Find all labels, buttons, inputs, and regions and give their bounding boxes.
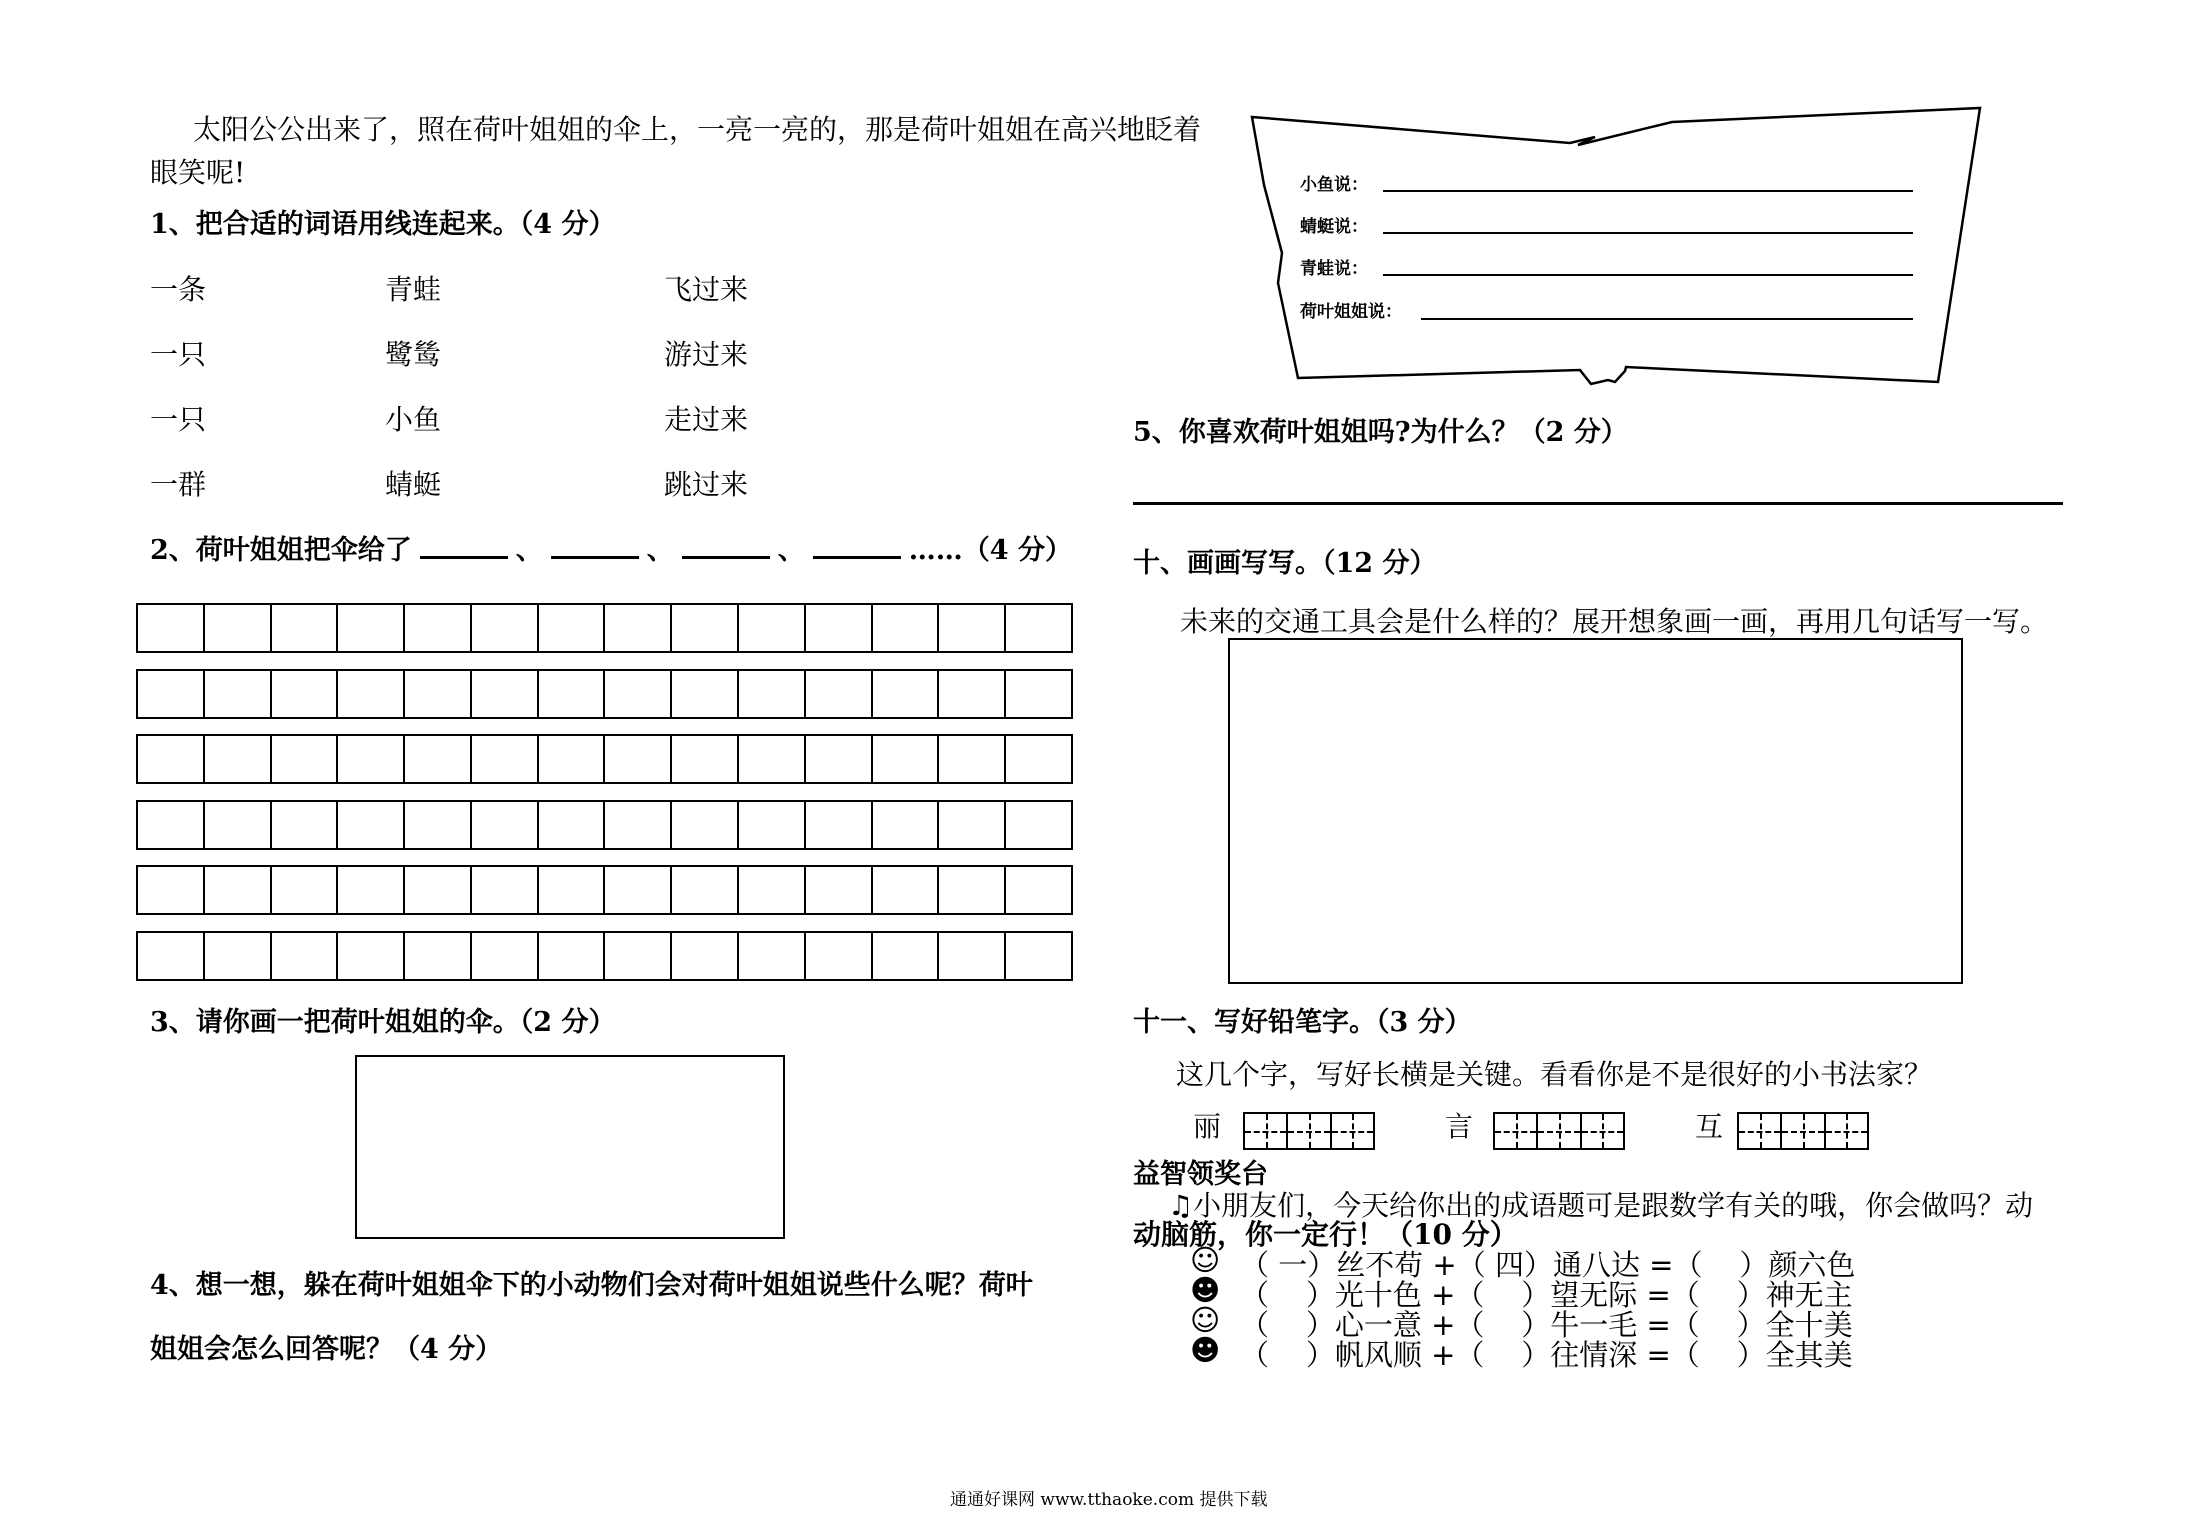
q4-line-2: 姐姐会怎么回答呢？（4 分）: [150, 1334, 503, 1365]
grid-cell[interactable]: [670, 933, 737, 979]
idiom-equation[interactable]: （ 一）丝不苟 +（ 四）通八达 =（ ）颜六色: [1240, 1248, 1856, 1282]
grid-cell[interactable]: [537, 867, 604, 913]
q2-suffix: ……（4 分）: [908, 535, 1072, 566]
smiley-icon: ☺: [1190, 1303, 1221, 1337]
grid-cell[interactable]: [871, 867, 938, 913]
grid-cell[interactable]: [270, 802, 337, 848]
grid-cell[interactable]: [804, 605, 871, 651]
grid-cell[interactable]: [1004, 736, 1073, 782]
grid-cell[interactable]: [804, 671, 871, 717]
q5-answer-line[interactable]: [1133, 502, 2063, 505]
match-word[interactable]: 飞过来: [664, 273, 749, 306]
bonus-title: 益智领奖台: [1133, 1159, 1268, 1190]
q5-title: 5、你喜欢荷叶姐姐吗?为什么？（2 分）: [1133, 417, 1628, 448]
grid-cell[interactable]: [1004, 605, 1073, 651]
grid-cell[interactable]: [670, 671, 737, 717]
dialog-line-lotus[interactable]: [1421, 318, 1913, 320]
grid-cell[interactable]: [270, 605, 337, 651]
q2-blank-4[interactable]: [813, 534, 901, 559]
grid-cell[interactable]: [537, 933, 604, 979]
grid-cell[interactable]: [136, 802, 203, 848]
bonus-intro-2: 动脑筋，你一定行！（10 分）: [1133, 1218, 1518, 1251]
grid-cell[interactable]: [603, 605, 670, 651]
s10-title: 十、画画写写。（12 分）: [1133, 548, 1437, 579]
grid-cell[interactable]: [670, 736, 737, 782]
q3-title: 3、请你画一把荷叶姐姐的伞。（2 分）: [150, 1007, 616, 1038]
grid-row: [136, 931, 1073, 981]
q2-sep-3: 、: [777, 535, 805, 566]
grid-cell[interactable]: [470, 933, 537, 979]
grid-cell[interactable]: [871, 671, 938, 717]
q4-line-1: 4、想一想，躲在荷叶姐姐伞下的小动物们会对荷叶姐姐说些什么呢？荷叶: [150, 1270, 1033, 1301]
passage-line-2: 眼笑呢!: [150, 156, 246, 189]
dialog-label-lotus: 荷叶姐姐说：: [1300, 302, 1402, 322]
grid-cell[interactable]: [336, 605, 403, 651]
grid-row: [136, 669, 1073, 719]
grid-cell[interactable]: [203, 671, 270, 717]
q2-sep-1: 、: [515, 535, 543, 566]
grid-cell[interactable]: [136, 736, 203, 782]
grid-cell[interactable]: [403, 671, 470, 717]
grid-cell[interactable]: [937, 736, 1004, 782]
grid-cell[interactable]: [737, 605, 804, 651]
grid-cell[interactable]: [270, 671, 337, 717]
grid-cell[interactable]: [403, 867, 470, 913]
match-word[interactable]: 跳过来: [664, 468, 749, 501]
grid-cell[interactable]: [737, 867, 804, 913]
grid-cell[interactable]: [336, 671, 403, 717]
bonus-intro-1: ♫小朋友们，今天给你出的成语题可是跟数学有关的哦，你会做吗？动: [1168, 1189, 2034, 1222]
grid-cell[interactable]: [1004, 802, 1073, 848]
vehicle-drawing-box[interactable]: [1228, 638, 1963, 984]
grid-cell[interactable]: [603, 671, 670, 717]
grid-cell[interactable]: [470, 867, 537, 913]
grid-cell[interactable]: [203, 933, 270, 979]
q2-sep-2: 、: [646, 535, 674, 566]
grid-cell[interactable]: [804, 867, 871, 913]
grid-cell[interactable]: [136, 867, 203, 913]
match-word[interactable]: 走过来: [664, 403, 749, 436]
q2-blank-3[interactable]: [682, 534, 770, 559]
match-word[interactable]: 游过来: [664, 338, 749, 371]
q2-blank-1[interactable]: [420, 534, 508, 559]
dialog-line-frog[interactable]: [1383, 274, 1913, 276]
grid-row: [136, 800, 1073, 850]
smiley-icon: ☻: [1190, 1333, 1221, 1367]
dialog-line-fish[interactable]: [1383, 190, 1913, 192]
grid-cell[interactable]: [270, 736, 337, 782]
char-li: 丽: [1193, 1110, 1222, 1143]
grid-cell[interactable]: [670, 867, 737, 913]
char-hu: 互: [1695, 1110, 1724, 1143]
grid-cell[interactable]: [737, 802, 804, 848]
grid-cell[interactable]: [403, 605, 470, 651]
q2-blank-2[interactable]: [551, 534, 639, 559]
grid-cell[interactable]: [136, 671, 203, 717]
grid-cell[interactable]: [203, 867, 270, 913]
match-word[interactable]: 一群: [150, 468, 207, 501]
q2-line: [150, 528, 1072, 567]
umbrella-drawing-box[interactable]: [355, 1055, 785, 1239]
grid-cell[interactable]: [603, 736, 670, 782]
match-word[interactable]: 一只: [150, 403, 207, 436]
grid-row: [136, 865, 1073, 915]
grid-cell[interactable]: [1004, 867, 1073, 913]
grid-cell[interactable]: [136, 933, 203, 979]
grid-cell[interactable]: [1004, 933, 1073, 979]
writing-grid[interactable]: [136, 603, 1073, 985]
dialog-label-dragonfly: 蜻蜓说：: [1300, 217, 1368, 237]
grid-cell[interactable]: [737, 736, 804, 782]
q1-title: 1、把合适的词语用线连起来。（4 分）: [150, 209, 616, 240]
grid-cell[interactable]: [1004, 671, 1073, 717]
match-word[interactable]: 一条: [150, 273, 207, 306]
grid-cell[interactable]: [871, 736, 938, 782]
grid-cell[interactable]: [336, 933, 403, 979]
grid-cell[interactable]: [937, 605, 1004, 651]
grid-cell[interactable]: [603, 802, 670, 848]
grid-cell[interactable]: [336, 867, 403, 913]
grid-cell[interactable]: [470, 671, 537, 717]
smiley-icon: ☻: [1190, 1273, 1221, 1307]
grid-cell[interactable]: [937, 867, 1004, 913]
dialog-line-dragonfly[interactable]: [1383, 232, 1913, 234]
match-word[interactable]: 蜻蜓: [385, 468, 442, 501]
s10-prompt: 未来的交通工具会是什么样的？展开想象画一画，再用几句话写一写。: [1180, 605, 2049, 638]
grid-cell[interactable]: [871, 933, 938, 979]
grid-cell[interactable]: [270, 867, 337, 913]
grid-cell[interactable]: [804, 933, 871, 979]
grid-cell[interactable]: [136, 605, 203, 651]
tian-grid-yan[interactable]: [1493, 1112, 1625, 1150]
grid-cell[interactable]: [537, 671, 604, 717]
grid-cell[interactable]: [871, 802, 938, 848]
grid-cell[interactable]: [403, 933, 470, 979]
s11-prompt: 这几个字，写好长横是关键。看看你是不是很好的小书法家？: [1176, 1058, 1933, 1091]
s11-title: 十一、写好铅笔字。（3 分）: [1133, 1007, 1472, 1038]
grid-cell[interactable]: [737, 933, 804, 979]
idiom-equation[interactable]: （ ）心一意 +（ ）牛一毛 =（ ）全十美: [1240, 1308, 1853, 1342]
grid-cell[interactable]: [470, 736, 537, 782]
grid-cell[interactable]: [537, 605, 604, 651]
idiom-equation[interactable]: （ ）光十色 +（ ）望无际 =（ ）神无主: [1240, 1278, 1853, 1312]
grid-cell[interactable]: [670, 605, 737, 651]
grid-cell[interactable]: [804, 802, 871, 848]
match-word[interactable]: 青蛙: [385, 273, 442, 306]
match-word[interactable]: 一只: [150, 338, 207, 371]
char-yan: 言: [1445, 1110, 1474, 1143]
grid-cell[interactable]: [670, 802, 737, 848]
grid-row: [136, 734, 1073, 784]
grid-cell[interactable]: [871, 605, 938, 651]
grid-cell[interactable]: [537, 736, 604, 782]
grid-cell[interactable]: [804, 736, 871, 782]
q2-prefix: 2、荷叶姐姐把伞给了: [150, 535, 412, 566]
smiley-icon: ☺: [1190, 1243, 1221, 1277]
grid-cell[interactable]: [336, 736, 403, 782]
grid-cell[interactable]: [203, 736, 270, 782]
grid-cell[interactable]: [270, 933, 337, 979]
dialog-label-fish: 小鱼说：: [1300, 175, 1368, 195]
grid-cell[interactable]: [336, 802, 403, 848]
passage-line-1: 太阳公公出来了，照在荷叶姐姐的伞上，一亮一亮的，那是荷叶姐姐在高兴地眨着: [193, 113, 1202, 146]
footer-credit: 通通好课网 www.tthaoke.com 提供下载: [950, 1490, 1268, 1510]
grid-cell[interactable]: [203, 802, 270, 848]
dialog-label-frog: 青蛙说：: [1300, 259, 1368, 279]
grid-cell[interactable]: [470, 802, 537, 848]
grid-cell[interactable]: [737, 671, 804, 717]
match-word[interactable]: 小鱼: [385, 403, 442, 436]
tian-grid-li[interactable]: [1243, 1112, 1375, 1150]
grid-row: [136, 603, 1073, 653]
grid-cell[interactable]: [403, 802, 470, 848]
grid-cell[interactable]: [537, 802, 604, 848]
match-word[interactable]: 鹭鸶: [385, 338, 442, 371]
grid-cell[interactable]: [603, 933, 670, 979]
grid-cell[interactable]: [937, 671, 1004, 717]
tian-grid-hu[interactable]: [1737, 1112, 1869, 1150]
idiom-equation[interactable]: （ ）帆风顺 +（ ）往情深 =（ ）全其美: [1240, 1338, 1853, 1372]
grid-cell[interactable]: [403, 736, 470, 782]
grid-cell[interactable]: [470, 605, 537, 651]
grid-cell[interactable]: [603, 867, 670, 913]
open-book-frame: [1250, 100, 1990, 390]
grid-cell[interactable]: [203, 605, 270, 651]
grid-cell[interactable]: [937, 802, 1004, 848]
grid-cell[interactable]: [937, 933, 1004, 979]
